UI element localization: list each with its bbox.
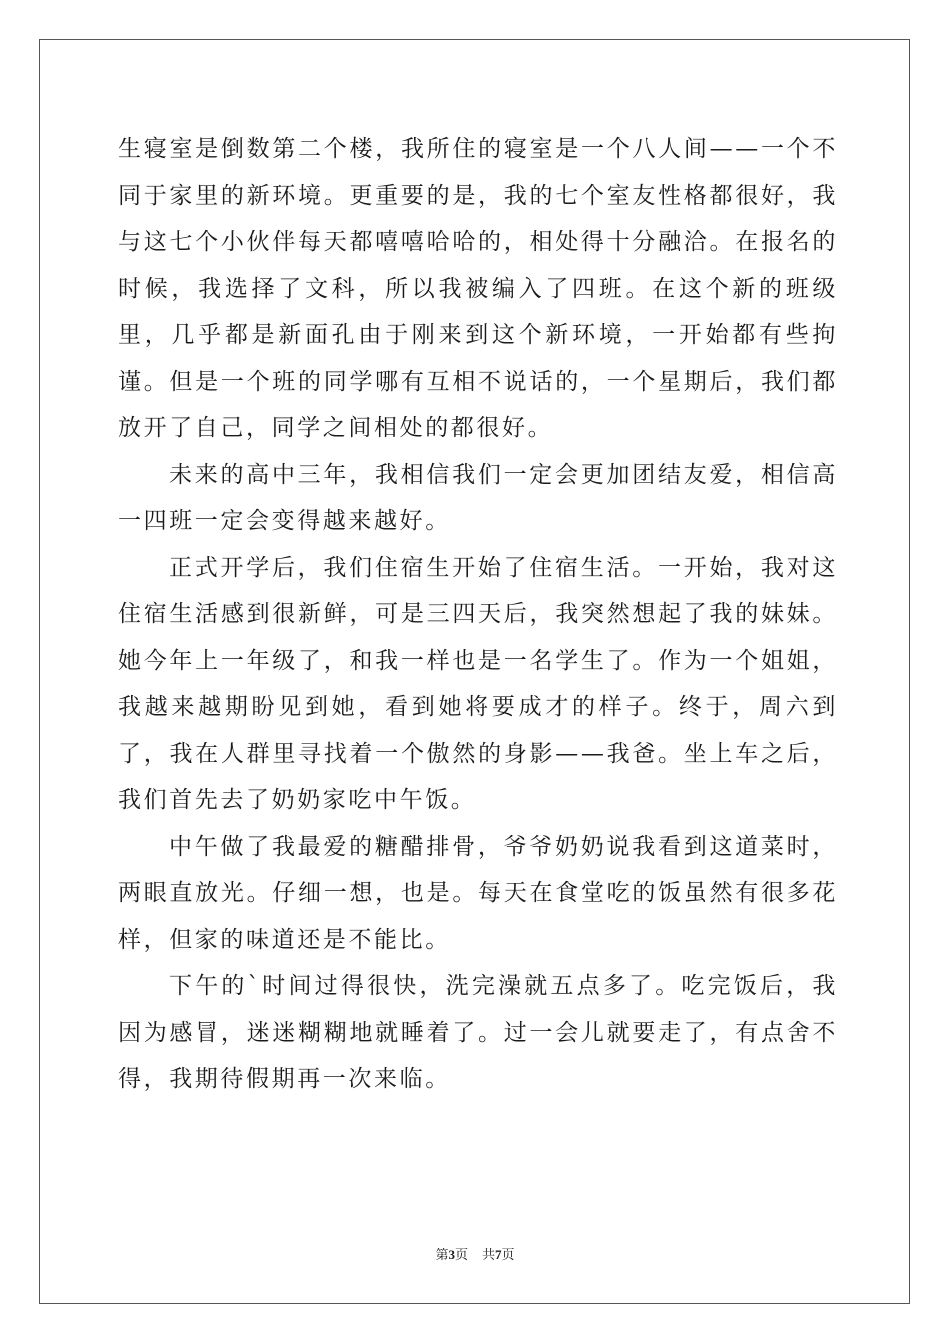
page-suffix: 页 — [454, 1248, 468, 1263]
total-pages: 7 — [495, 1247, 502, 1262]
page-number: 3 — [448, 1247, 455, 1262]
total-prefix: 共 — [482, 1248, 496, 1263]
document-body — [118, 126, 838, 1103]
paragraph-4: 中午做了我最爱的糖醋排骨，爷爷奶奶说我看到这道菜时，两眼直放光。仔细一想，也是。每天在食堂吃的饭虽然有很多花样，但家的味道还是不能比。 — [118, 833, 838, 953]
paragraph-5: 下午的`时间过得很快，洗完澡就五点多了。吃完饭后，我因为感冒，迷迷糊糊地就睡着了。过一会儿就要走了，有点舍不得，我期待假期再一次来临。 — [118, 973, 838, 1092]
page-footer — [0, 1246, 950, 1265]
total-suffix: 页 — [501, 1248, 515, 1263]
page-prefix: 第 — [435, 1248, 449, 1263]
paragraph-2: 未来的高中三年，我相信我们一定会更加团结友爱，相信高一四班一定会变得越来越好。 — [118, 461, 838, 534]
paragraph-1: 生寝室是倒数第二个楼，我所住的寝室是一个八人间——一个不同于家里的新环境。更重要的是，我的七个室友性格都很好，我与这七个小伙伴每天都嘻嘻哈哈的，相处得十分融洽。在报名的时候，我选择了文科，所以我被编入了四班。在这个新的班级里，几乎都是新面孔由于刚来到这个新环境，一开始都有些拘谨。但是一个班的同学哪有互相不说话的，一个星期后，我们都放开了自己，同学之间相处的都很好。 — [118, 136, 838, 441]
paragraph-3: 正式开学后，我们住宿生开始了住宿生活。一开始，我对这住宿生活感到很新鲜，可是三四天后，我突然想起了我的妹妹。她今年上一年级了，和我一样也是一名学生了。作为一个姐姐，我越来越期盼见到她，看到她将要成才的样子。终于，周六到了，我在人群里寻找着一个傲然的身影——我爸。坐上车之后，我们首先去了奶奶家吃中午饭。 — [118, 554, 838, 813]
